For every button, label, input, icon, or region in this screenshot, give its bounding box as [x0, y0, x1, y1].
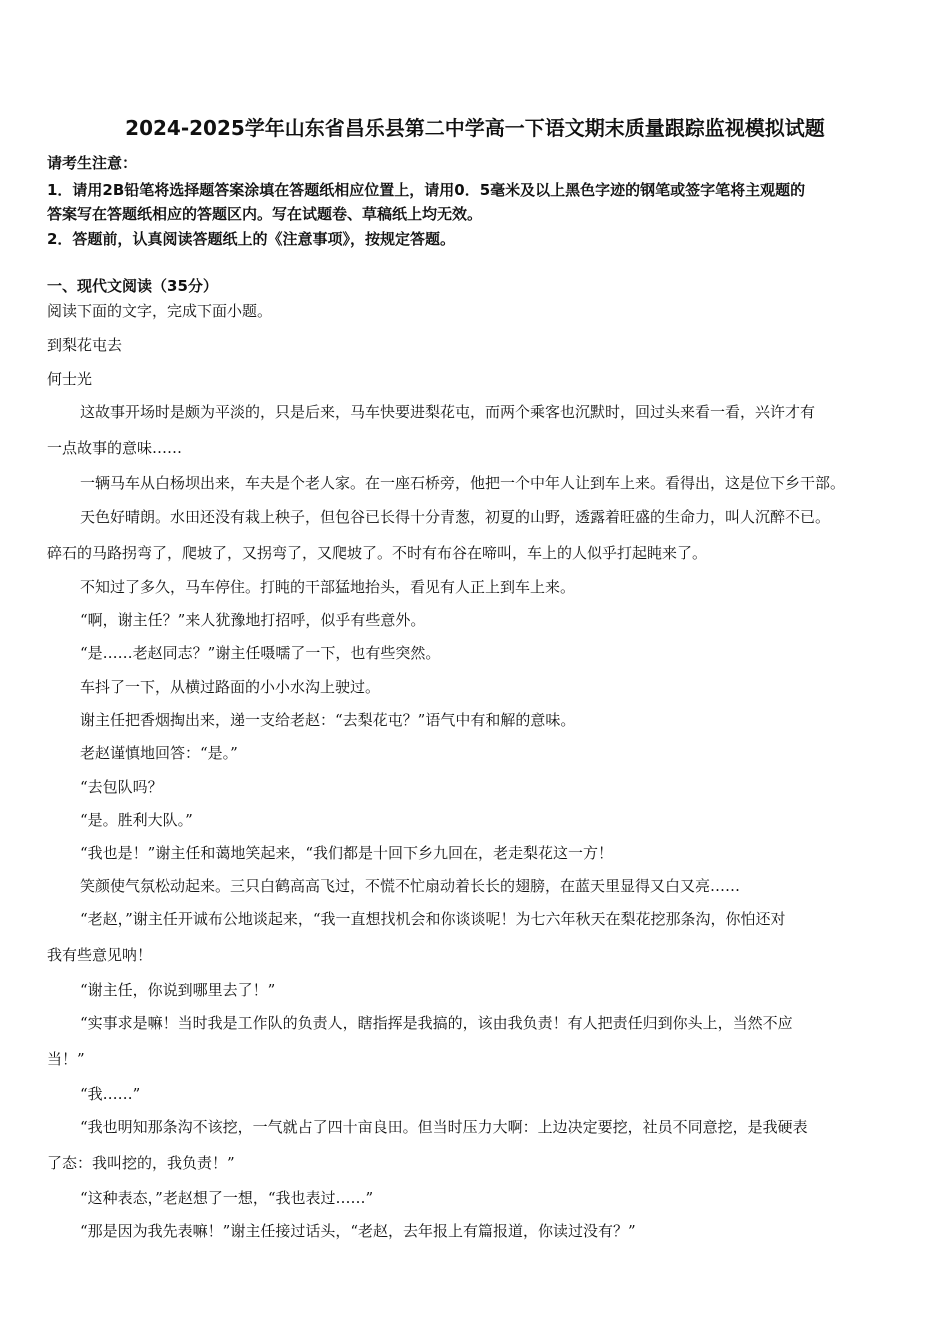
- text-line: “谢主任，你说到哪里去了！”: [80, 981, 276, 999]
- notice-item-2: 2．答题前，认真阅读答题纸上的《注意事项》，按规定答题。: [47, 230, 455, 248]
- text-line: 不知过了多久，马车停住。打盹的干部猛地抬头，看见有人正上到车上来。: [80, 578, 576, 596]
- text-line: 车抖了一下，从横过路面的小小水沟上驶过。: [80, 678, 381, 696]
- text-line: “啊，谢主任？”来人犹豫地打招呼，似乎有些意外。: [80, 611, 426, 629]
- text-line: “老赵，”谢主任开诚布公地谈起来，“我一直想找机会和你谈谈呢！为七六年秋天在梨花挖那条沟，你怕还对: [80, 910, 786, 928]
- text-line: “这种表态，”老赵想了一想，“我也表过……”: [80, 1189, 374, 1207]
- notice-heading: 请考生注意：: [47, 154, 138, 172]
- text-line: “实事求是嘛！当时我是工作队的负责人，瞎指挥是我搞的，该由我负责！有人把责任归到你头上，当然不应: [80, 1014, 793, 1032]
- text-line: “我……”: [80, 1085, 141, 1103]
- story-author: 何士光: [47, 370, 93, 388]
- text-line: “那是因为我先表嘛！”谢主任接过话头，“老赵，去年报上有篇报道，你读过没有？”: [80, 1222, 636, 1240]
- text-line: 老赵谨慎地回答：“是。”: [80, 744, 238, 762]
- text-line: “我也是！”谢主任和蔼地笑起来，“我们都是十回下乡九回在，老走梨花这一方！: [80, 844, 614, 862]
- story-title: 到梨花屯去: [47, 336, 123, 354]
- text-line: 了态：我叫挖的，我负责！”: [47, 1154, 235, 1172]
- page-title: 2024-2025学年山东省昌乐县第二中学高一下语文期末质量跟踪监视模拟试题: [125, 116, 825, 140]
- text-line: “是。胜利大队。”: [80, 811, 193, 829]
- text-line: 天色好晴朗。水田还没有栽上秧子，但包谷已长得十分青葱，初夏的山野，透露着旺盛的生命力，叫人沉醉不已。: [80, 508, 831, 526]
- text-line: 谢主任把香烟掏出来，递一支给老赵：“去梨花屯？”语气中有和解的意味。: [80, 711, 576, 729]
- text-line: 一点故事的意味……: [47, 439, 183, 457]
- section-heading: 一、现代文阅读（35分）: [47, 277, 218, 295]
- text-line: 这故事开场时是颇为平淡的，只是后来，马车快要进梨花屯，而两个乘客也沉默时，回过头来看一看，兴许才有: [80, 403, 816, 421]
- reading-instruction: 阅读下面的文字，完成下面小题。: [47, 302, 273, 320]
- text-line: 我有些意见呐！: [47, 946, 153, 964]
- text-line: 当！”: [47, 1050, 85, 1068]
- notice-item-1-line-1: 1．请用2B铅笔将选择题答案涂填在答题纸相应位置上，请用0．5毫米及以上黑色字迹的钢笔或签字笔将主观题的: [47, 181, 806, 199]
- text-line: “去包队吗？: [80, 778, 163, 796]
- notice-item-1-line-2: 答案写在答题纸相应的答题区内。写在试题卷、草稿纸上均无效。: [47, 205, 483, 223]
- text-line: 碎石的马路拐弯了，爬坡了，又拐弯了，又爬坡了。不时有布谷在啼叫，车上的人似乎打起盹来了。: [47, 544, 708, 562]
- text-line: “我也明知那条沟不该挖，一气就占了四十亩良田。但当时压力大啊：上边决定要挖，社员不同意挖，是我硬表: [80, 1118, 808, 1136]
- text-line: 一辆马车从白杨坝出来，车夫是个老人家。在一座石桥旁，他把一个中年人让到车上来。看得出，这是位下乡干部。: [80, 474, 846, 492]
- text-line: 笑颜使气氛松动起来。三只白鹤高高飞过，不慌不忙扇动着长长的翅膀，在蓝天里显得又白又亮……: [80, 877, 741, 895]
- text-line: “是……老赵同志？”谢主任嗫嚅了一下，也有些突然。: [80, 644, 441, 662]
